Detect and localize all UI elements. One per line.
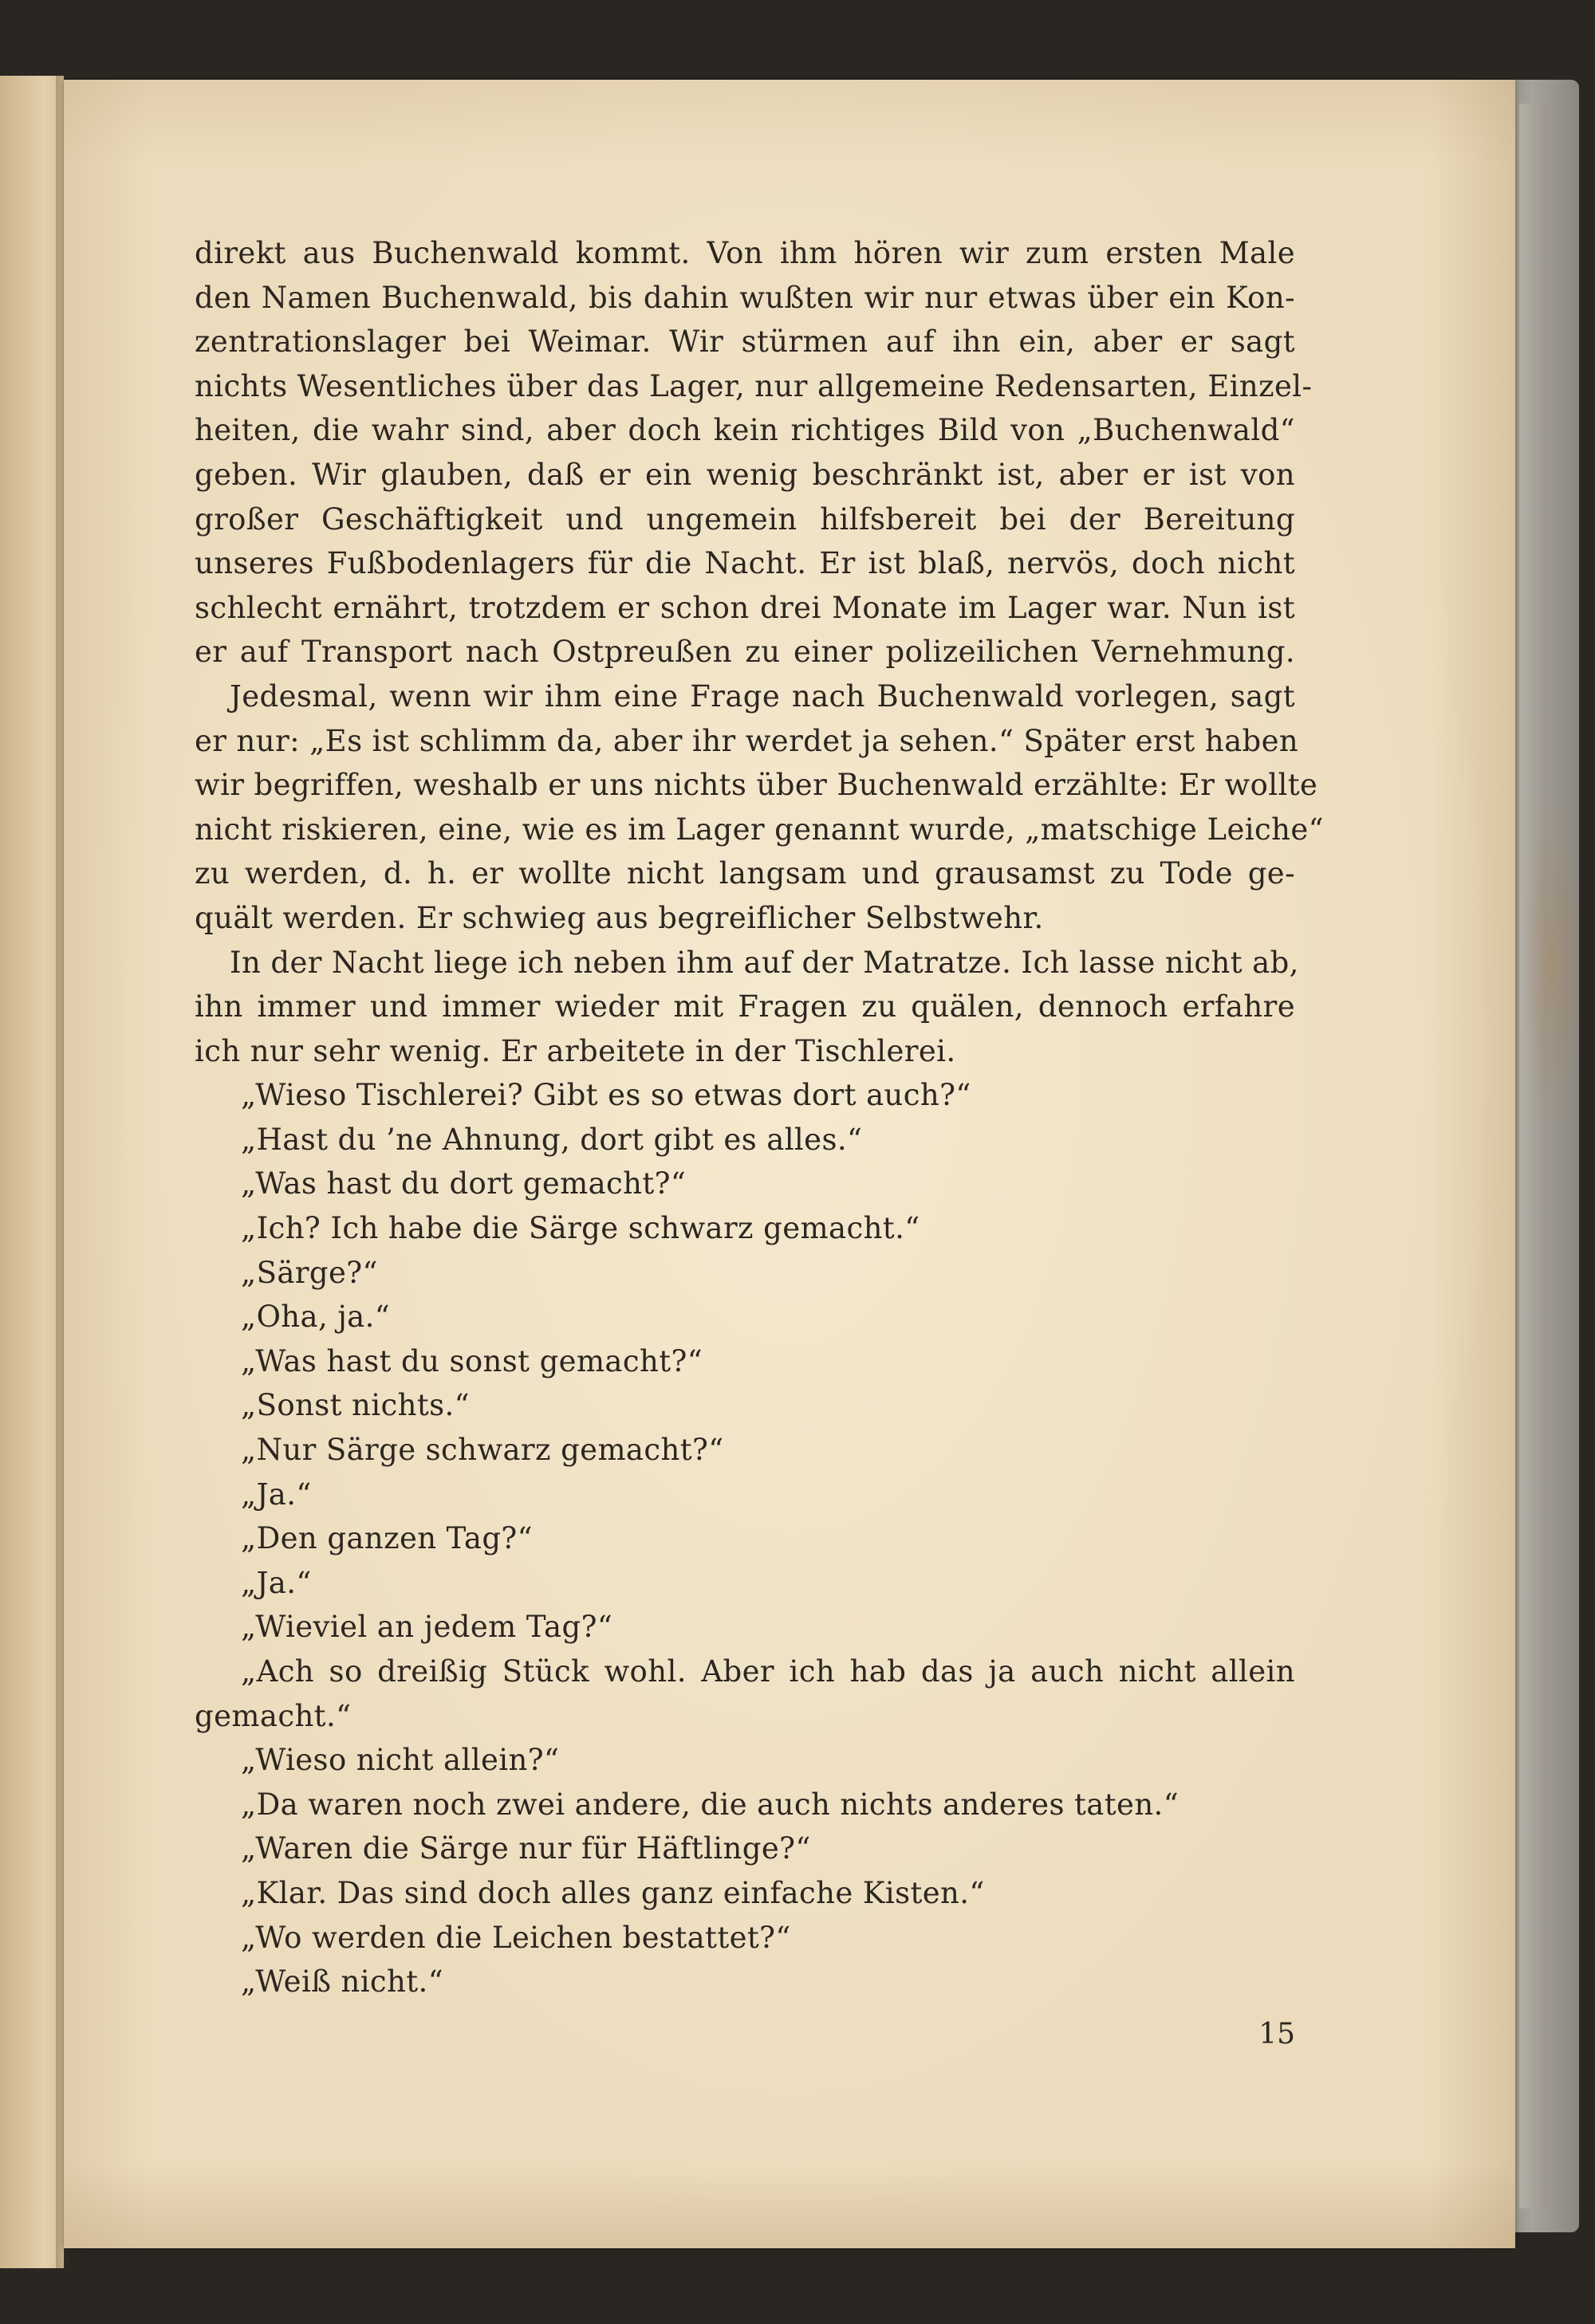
dialog-line: „Was hast du dort gemacht?“ bbox=[241, 1166, 687, 1201]
text-line: nicht riskieren, eine, wie es im Lager genannt wurde, „matschige Leiche“ bbox=[195, 812, 1324, 847]
text-line: zu werden, d. h. er wollte nicht langsam und grausamst zu Tode ge- bbox=[195, 856, 1295, 891]
text-line: direkt aus Buchenwald kommt. Von ihm hören wir zum ersten Male bbox=[195, 236, 1295, 270]
dialog-line: „Ja.“ bbox=[241, 1477, 312, 1512]
dialog-line: „Da waren noch zwei andere, die auch nichts anderes taten.“ bbox=[241, 1787, 1180, 1822]
dialog-line: „Wieso Tischlerei? Gibt es so etwas dort auch?“ bbox=[241, 1078, 971, 1113]
book-cover-edge bbox=[1519, 104, 1548, 2208]
dialog-line: „Ich? Ich habe die Särge schwarz gemacht.“ bbox=[241, 1211, 920, 1246]
text-line: er auf Transport nach Ostpreußen zu einer polizeilichen Vernehmung. bbox=[195, 635, 1295, 670]
dialog-line: „Wo werden die Leichen bestattet?“ bbox=[241, 1920, 791, 1955]
text-line: schlecht ernährt, trotzdem er schon drei Monate im Lager war. Nun ist bbox=[195, 590, 1295, 625]
dialog-line: „Sonst nichts.“ bbox=[241, 1388, 470, 1423]
dialog-line: „Waren die Särge nur für Häftlinge?“ bbox=[241, 1831, 811, 1866]
dialog-line: „Ach so dreißig Stück wohl. Aber ich hab das ja auch nicht allein bbox=[241, 1654, 1295, 1689]
dialog-line: „Wieviel an jedem Tag?“ bbox=[241, 1610, 613, 1645]
paragraph-start-line: In der Nacht liege ich neben ihm auf der Matratze. Ich lasse nicht ab, bbox=[230, 945, 1299, 980]
dialog-line: „Oha, ja.“ bbox=[241, 1300, 391, 1335]
text-line: großer Geschäftigkeit und ungemein hilfsbereit bei der Bereitung bbox=[195, 501, 1295, 537]
dialog-line: „Nur Särge schwarz gemacht?“ bbox=[241, 1433, 724, 1468]
dialog-line: „Wieso nicht allein?“ bbox=[241, 1743, 560, 1778]
text-line: ihn immer und immer wieder mit Fragen zu quälen, dennoch erfahre bbox=[195, 989, 1295, 1024]
dialog-line: „Den ganzen Tag?“ bbox=[241, 1521, 533, 1556]
dialog-line: „Hast du ’ne Ahnung, dort gibt es alles.“ bbox=[241, 1122, 863, 1157]
text-line: geben. Wir glauben, daß er ein wenig beschränkt ist, aber er ist von bbox=[195, 457, 1295, 492]
text-line: er nur: „Es ist schlimm da, aber ihr werdet ja sehen.“ Später erst haben bbox=[195, 723, 1299, 758]
text-line: wir begriffen, weshalb er uns nichts über Buchenwald erzählte: Er wollte bbox=[195, 768, 1318, 803]
dialog-line: „Was hast du sonst gemacht?“ bbox=[241, 1343, 703, 1378]
text-line: quält werden. Er schwieg aus begreiflicher Selbstwehr. bbox=[195, 900, 1044, 935]
text-line: unseres Fußbodenlagers für die Nacht. Er ist blaß, nervös, doch nicht bbox=[195, 546, 1295, 581]
dialog-line: „Weiß nicht.“ bbox=[241, 1964, 444, 2000]
previous-page-edge bbox=[0, 76, 64, 2268]
text-line: den Namen Buchenwald, bis dahin wußten wir nur etwas über ein Kon- bbox=[195, 280, 1295, 315]
dialog-continuation-line: gemacht.“ bbox=[195, 1698, 352, 1733]
text-line: ich nur sehr wenig. Er arbeitete in der Tischlerei. bbox=[195, 1033, 956, 1068]
dialog-line: „Särge?“ bbox=[241, 1255, 378, 1290]
text-block bbox=[195, 231, 1324, 2004]
paragraph-start-line: Jedesmal, wenn wir ihm eine Frage nach Buchenwald vorlegen, sagt bbox=[230, 678, 1295, 714]
page-stain bbox=[1523, 797, 1571, 1132]
text-line: nichts Wesentliches über das Lager, nur allgemeine Redensarten, Einzel- bbox=[195, 368, 1313, 403]
text-line: heiten, die wahr sind, aber doch kein richtiges Bild von „Buchenwald“ bbox=[195, 413, 1295, 448]
dialog-line: „Klar. Das sind doch alles ganz einfache Kisten.“ bbox=[241, 1875, 985, 1910]
text-line: zentrationslager bei Weimar. Wir stürmen auf ihn ein, aber er sagt bbox=[195, 324, 1295, 360]
page-number: 15 bbox=[1258, 2018, 1295, 2051]
dialog-line: „Ja.“ bbox=[241, 1565, 312, 1600]
